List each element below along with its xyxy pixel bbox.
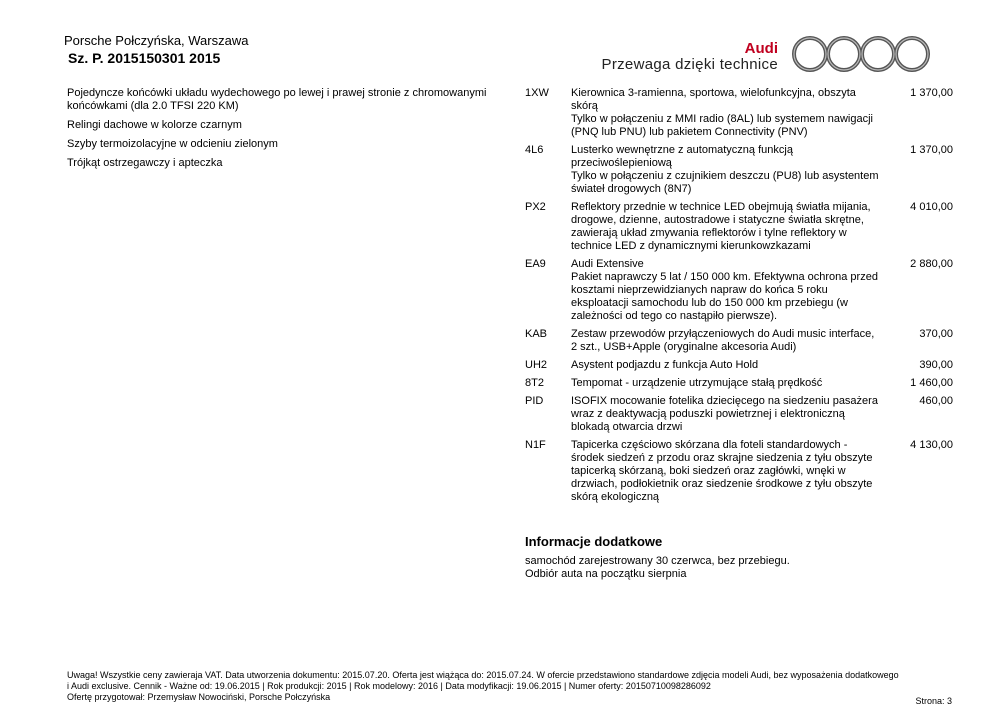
brand-name: Audi bbox=[744, 40, 778, 57]
option-code: 1XW bbox=[525, 87, 549, 99]
info-line: samochód zarejestrowany 30 czerwca, bez przebiegu. bbox=[525, 555, 790, 567]
dealer-name: Porsche Połczyńska, Warszawa bbox=[64, 33, 249, 48]
option-row bbox=[525, 439, 953, 504]
brand-slogan: Przewaga dzięki technice bbox=[601, 56, 778, 73]
option-description: Audi Extensive Pakiet naprawczy 5 lat / 150 000 km. Efektywna ochrona przed kosztami nieprzewidzianych napraw do końca 5 roku eksploatacji samochodu lub do 150 000 km przebiegu (w zależności od tego co nastąpiło pierwsze). bbox=[571, 258, 878, 322]
option-price: 390,00 bbox=[919, 359, 953, 371]
option-row bbox=[525, 377, 953, 390]
info-line: Odbiór auta na początku sierpnia bbox=[525, 568, 687, 580]
option-price: 4 130,00 bbox=[910, 439, 953, 451]
option-description: Tapicerka częściowo skórzana dla foteli standardowych - środek siedzeń z przodu oraz skrajne siedzenia z tyłu obszyte tapicerką skórzaną, boki siedzeń oraz zagłówki, wnęki w drzwiach, podłokietnik oraz siedzenie środkowe z tyłu obszyte skórą ekologiczną bbox=[571, 439, 873, 503]
option-row bbox=[525, 87, 953, 139]
option-code: EA9 bbox=[525, 258, 546, 270]
option-price: 460,00 bbox=[919, 395, 953, 407]
page-number: Strona: 3 bbox=[915, 696, 952, 706]
option-description: Reflektory przednie w technice LED obejmują światła mijania, drogowe, dzienne, autostradowe i statyczne światła skrętne, zawierają układ zmywania reflektorów i tylne reflektory w technice LED z dynamicznymi kierunkowzkazami bbox=[571, 201, 871, 252]
option-code: 4L6 bbox=[525, 144, 544, 156]
option-description: Tempomat - urządzenie utrzymujące stałą prędkość bbox=[571, 377, 823, 389]
footer-line: Uwaga! Wszystkie ceny zawieraja VAT. Data utworzenia dokumentu: 2015.07.20. Oferta jest wiążąca do: 2015.07.24. W ofercie przedstawiono standardowe zdjęcia modeli Audi, bez wyposażenia dodatkowego bbox=[67, 670, 899, 680]
option-code: N1F bbox=[525, 439, 546, 451]
info-title: Informacje dodatkowe bbox=[525, 534, 663, 549]
list-item: Trójkąt ostrzegawczy i apteczka bbox=[67, 157, 223, 169]
footer bbox=[67, 670, 947, 703]
option-description: Lusterko wewnętrzne z automatyczną funkcją przeciwoślepieniową Tylko w połączeniu z czujnikiem deszczu (PU8) lub asystentem świateł drogowych (8N7) bbox=[571, 144, 879, 195]
option-price: 370,00 bbox=[919, 328, 953, 340]
option-code: 8T2 bbox=[525, 377, 544, 389]
brand-header bbox=[588, 34, 948, 74]
option-price: 1 370,00 bbox=[910, 87, 953, 99]
options-list bbox=[525, 87, 953, 509]
option-row bbox=[525, 395, 953, 434]
option-price: 1 460,00 bbox=[910, 377, 953, 389]
option-code: PID bbox=[525, 395, 544, 407]
brand-text bbox=[602, 41, 778, 73]
standard-features-list bbox=[67, 87, 497, 176]
option-row bbox=[525, 201, 953, 253]
option-row bbox=[525, 258, 953, 323]
option-row bbox=[525, 359, 953, 372]
option-row bbox=[525, 328, 953, 354]
info-text bbox=[525, 555, 790, 581]
footer-line: Ofertę przygotował: Przemysław Nowociński, Porsche Połczyńska bbox=[67, 692, 331, 702]
option-description: Zestaw przewodów przyłączeniowych do Audi music interface, 2 szt., USB+Apple (oryginalne akcesoria Audi) bbox=[571, 328, 875, 353]
option-row bbox=[525, 144, 953, 196]
option-description: Kierownica 3-ramienna, sportowa, wielofunkcyjna, obszyta skórą Tylko w połączeniu z MMI radio (8AL) lub systemem nawigacji (PNQ lub PNU) lub pakietem Connectivity (PNV) bbox=[571, 87, 874, 138]
option-price: 4 010,00 bbox=[910, 201, 953, 213]
audi-rings-icon bbox=[788, 34, 948, 74]
footer-line: i Audi exclusive. Cennik - Ważne od: 19.06.2015 | Rok produkcji: 2015 | Rok modelowy: 2016 | Data modyfikacji: 19.06.2015 | Numer oferty: 20150710098286092 bbox=[67, 681, 711, 691]
option-price: 1 370,00 bbox=[910, 144, 953, 156]
list-item: Relingi dachowe w kolorze czarnym bbox=[67, 119, 242, 131]
list-item: Pojedyncze końcówki układu wydechowego po lewej i prawej stronie z chromowanymi końcówkami (dla 2.0 TFSI 220 KM) bbox=[67, 87, 487, 112]
option-description: ISOFIX mocowanie fotelika dziecięcego na siedzeniu pasażera wraz z deaktywacją poduszki powietrznej i elektroniczną blokadą otwarcia drzwi bbox=[571, 395, 878, 433]
option-code: PX2 bbox=[525, 201, 546, 213]
list-item: Szyby termoizolacyjne w odcieniu zielonym bbox=[67, 138, 278, 150]
option-code: KAB bbox=[525, 328, 548, 340]
offer-number: Sz. P. 2015150301 2015 bbox=[68, 50, 221, 66]
option-description: Asystent podjazdu z funkcja Auto Hold bbox=[571, 359, 759, 371]
option-code: UH2 bbox=[525, 359, 548, 371]
option-price: 2 880,00 bbox=[910, 258, 953, 270]
